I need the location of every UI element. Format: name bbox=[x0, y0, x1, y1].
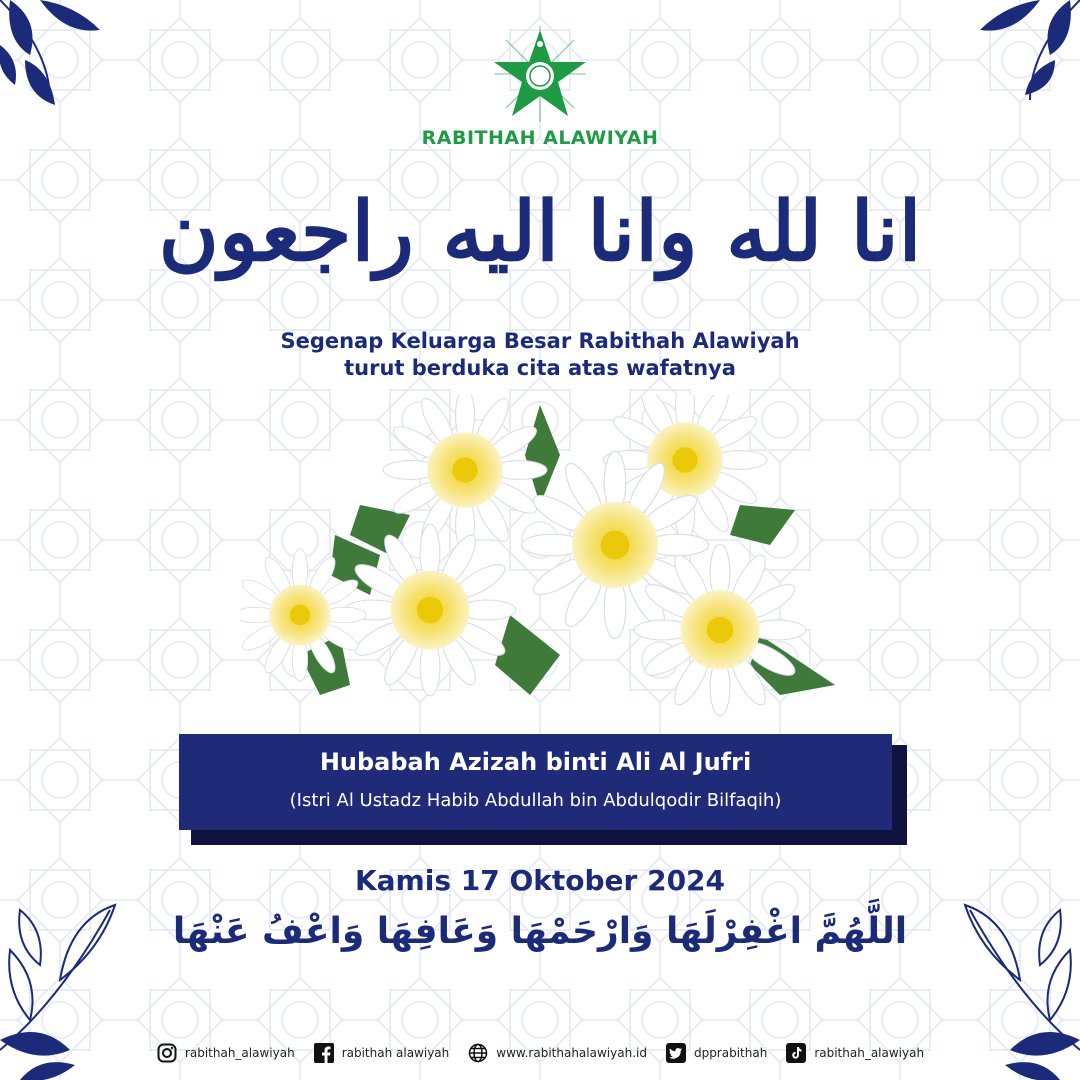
leaf-ornament-top-right bbox=[970, 0, 1080, 100]
footer-website-text: www.rabithahalawiyah.id bbox=[496, 1046, 647, 1060]
footer-website[interactable] bbox=[467, 1042, 647, 1064]
social-footer bbox=[0, 1040, 1080, 1066]
dua-prayer: اللَّهُمَّ اغْفِرْلَهَا وَارْحَمْهَا وَعَافِهَا وَاعْفُ عَنْهَا bbox=[172, 911, 908, 952]
condolence-line-1: Segenap Keluarga Besar Rabithah Alawiyah bbox=[280, 329, 800, 353]
instagram-icon bbox=[156, 1042, 178, 1064]
flower-4 bbox=[344, 524, 516, 696]
chrysanthemum-flowers-illustration bbox=[240, 395, 840, 725]
organization-name: RABITHAH ALAWIYAH bbox=[421, 127, 659, 149]
footer-twitter-text: dpprabithah bbox=[693, 1046, 768, 1060]
facebook-icon bbox=[313, 1042, 335, 1064]
footer-instagram[interactable] bbox=[156, 1042, 295, 1064]
deceased-name: Hubabah Azizah binti Ali Al Jufri bbox=[319, 748, 752, 776]
footer-facebook[interactable] bbox=[313, 1042, 450, 1064]
globe-icon bbox=[467, 1042, 489, 1064]
condolence-message bbox=[0, 328, 1080, 382]
leaf-ornament-top-left bbox=[0, 0, 110, 110]
deceased-name-box bbox=[179, 734, 892, 830]
footer-instagram-text: rabithah_alawiyah bbox=[184, 1046, 295, 1060]
footer-tiktok[interactable] bbox=[785, 1042, 924, 1064]
date-of-passing: Kamis 17 Oktober 2024 bbox=[354, 864, 726, 897]
footer-tiktok-text: rabithah_alawiyah bbox=[814, 1046, 925, 1060]
twitter-icon bbox=[665, 1042, 687, 1064]
footer-twitter[interactable] bbox=[665, 1042, 767, 1064]
flower-1 bbox=[383, 395, 547, 552]
deceased-relation: (Istri Al Ustadz Habib Abdullah bin Abdulqodir Bilfaqih) bbox=[289, 790, 782, 811]
tiktok-icon bbox=[785, 1042, 807, 1064]
condolence-line-2: turut berduka cita atas wafatnya bbox=[344, 356, 736, 380]
footer-facebook-text: rabithah alawiyah bbox=[341, 1046, 450, 1060]
istirja-calligraphy: انا لله وانا اليه راجعون bbox=[158, 184, 922, 280]
star-crest-icon bbox=[486, 24, 594, 124]
